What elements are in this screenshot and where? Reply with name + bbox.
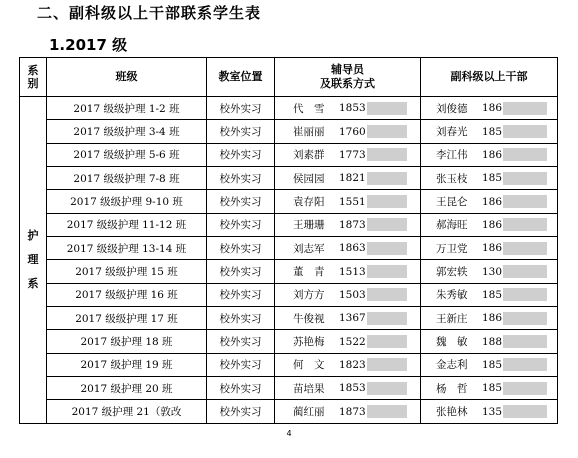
counselor-phone: 1367: [339, 312, 366, 325]
redaction-block: [503, 335, 547, 348]
table-row: [20, 190, 558, 213]
counselor-phone: 1853: [339, 382, 366, 395]
leader-name: 李江伟: [436, 149, 468, 162]
leader-name: 张艳林: [436, 406, 468, 419]
counselor-contact: [275, 124, 420, 139]
leader-cell: [421, 260, 558, 283]
counselor-cell: [275, 120, 421, 143]
leader-cell: [421, 120, 558, 143]
leader-cell: [421, 400, 558, 424]
leader-contact: [421, 381, 557, 396]
header-dept: 系别: [20, 58, 47, 97]
counselor-cell: [275, 167, 421, 190]
class-name-cell: 2017 级级护理 7-8 班: [47, 167, 207, 190]
leader-name: 郝海旺: [436, 219, 468, 232]
class-name-cell: 2017 级护理 18 班: [47, 330, 207, 353]
header-class: 班级: [47, 58, 207, 97]
leader-cell: [421, 283, 558, 306]
counselor-name: 刘志军: [293, 242, 325, 255]
classroom-cell: 校外实习: [207, 237, 275, 260]
counselor-phone: 1853: [339, 102, 366, 115]
redaction-block: [367, 335, 407, 348]
classroom-cell: 校外实习: [207, 377, 275, 400]
leader-contact: [421, 287, 557, 302]
leader-phone: 185: [482, 382, 503, 395]
counselor-contact: [275, 241, 420, 256]
leader-name: 魏 敏: [436, 336, 468, 349]
classroom-cell: 校外实习: [207, 143, 275, 166]
classroom-cell: 校外实习: [207, 307, 275, 330]
class-name-cell: 2017 级级护理 11-12 班: [47, 213, 207, 236]
redaction-block: [503, 148, 547, 161]
counselor-contact: [275, 194, 420, 209]
counselor-cell: [275, 143, 421, 166]
leader-cell: [421, 330, 558, 353]
class-name-cell: 2017 级护理 19 班: [47, 353, 207, 376]
redaction-block: [367, 265, 407, 278]
counselor-cell: [275, 260, 421, 283]
leader-phone: 188: [482, 335, 503, 348]
header-counselor: [275, 58, 421, 97]
page-number: 4: [286, 429, 292, 438]
counselor-phone: 1823: [339, 358, 366, 371]
counselor-name: 蔺红丽: [293, 406, 325, 419]
counselor-phone: 1821: [339, 172, 366, 185]
leader-contact: [421, 101, 557, 116]
table-row: [20, 167, 558, 190]
redaction-block: [367, 172, 407, 185]
leader-contact: [421, 194, 557, 209]
class-name-cell: 2017 级级护理 9-10 班: [47, 190, 207, 213]
counselor-cell: [275, 353, 421, 376]
redaction-block: [367, 382, 407, 395]
leader-contact: [421, 404, 557, 419]
counselor-name: 崔丽丽: [293, 126, 325, 139]
class-name-cell: 2017 级级护理 16 班: [47, 283, 207, 306]
class-name-cell: 2017 级级护理 15 班: [47, 260, 207, 283]
classroom-cell: 校外实习: [207, 190, 275, 213]
counselor-contact: [275, 334, 420, 349]
leader-phone: 186: [482, 195, 503, 208]
class-name-cell: 2017 级级护理 1-2 班: [47, 97, 207, 120]
leader-name: 郭宏轶: [436, 266, 468, 279]
table-row: [20, 97, 558, 120]
leader-name: 王昆仑: [436, 196, 468, 209]
leader-phone: 186: [482, 242, 503, 255]
redaction-block: [503, 288, 547, 301]
counselor-contact: [275, 381, 420, 396]
classroom-cell: 校外实习: [207, 97, 275, 120]
counselor-phone: 1551: [339, 195, 366, 208]
leader-contact: [421, 241, 557, 256]
counselor-cell: [275, 213, 421, 236]
counselor-name: 牛俊视: [293, 312, 325, 325]
redaction-block: [367, 125, 407, 138]
leader-contact: [421, 264, 557, 279]
redaction-block: [367, 358, 407, 371]
counselor-contact: [275, 287, 420, 302]
counselor-name: 刘素群: [293, 149, 325, 162]
redaction-block: [367, 312, 407, 325]
table-row: [20, 143, 558, 166]
leader-cell: [421, 97, 558, 120]
counselor-phone: 1760: [339, 125, 366, 138]
header-classroom: 教室位置: [207, 58, 275, 97]
table-row: [20, 283, 558, 306]
table-body: [20, 97, 558, 424]
counselor-cell: [275, 237, 421, 260]
classroom-cell: 校外实习: [207, 167, 275, 190]
redaction-block: [367, 242, 407, 255]
counselor-cell: [275, 283, 421, 306]
counselor-contact: [275, 264, 420, 279]
redaction-block: [503, 358, 547, 371]
classroom-cell: 校外实习: [207, 260, 275, 283]
counselor-contact: [275, 171, 420, 186]
redaction-block: [367, 195, 407, 208]
leader-name: 万卫党: [436, 242, 468, 255]
redaction-block: [503, 195, 547, 208]
class-name-cell: 2017 级护理 20 班: [47, 377, 207, 400]
counselor-phone: 1873: [339, 218, 366, 231]
redaction-block: [503, 172, 547, 185]
counselor-cell: [275, 330, 421, 353]
leader-cell: [421, 143, 558, 166]
table-row: [20, 213, 558, 236]
table-row: [20, 120, 558, 143]
leader-cell: [421, 213, 558, 236]
redaction-block: [367, 102, 407, 115]
counselor-contact: [275, 404, 420, 419]
leader-contact: [421, 147, 557, 162]
section-title: 二、副科级以上干部联系学生表: [37, 4, 262, 22]
counselor-phone: 1863: [339, 242, 366, 255]
counselor-name: 苏艳梅: [293, 336, 325, 349]
counselor-phone: 1873: [339, 405, 366, 418]
sub-title: 1.2017 级: [49, 36, 128, 54]
contact-table: [19, 57, 558, 424]
table-row: [20, 377, 558, 400]
leader-phone: 186: [482, 148, 503, 161]
leader-name: 张玉枝: [436, 172, 468, 185]
redaction-block: [503, 242, 547, 255]
class-name-cell: 2017 级级护理 5-6 班: [47, 143, 207, 166]
counselor-name: 苗培果: [293, 382, 325, 395]
class-name-cell: 2017 级级护理 13-14 班: [47, 237, 207, 260]
leader-name: 杨 哲: [436, 382, 468, 395]
table-row: [20, 400, 558, 424]
counselor-name: 代 雪: [293, 102, 325, 115]
department-cell: [20, 97, 47, 424]
counselor-name: 何 文: [293, 359, 325, 372]
department-char: 系: [27, 277, 39, 290]
redaction-block: [503, 218, 547, 231]
table-row: [20, 307, 558, 330]
leader-cell: [421, 353, 558, 376]
counselor-name: 侯园园: [293, 172, 325, 185]
counselor-cell: [275, 190, 421, 213]
redaction-block: [367, 288, 407, 301]
classroom-cell: 校外实习: [207, 213, 275, 236]
leader-phone: 185: [482, 288, 503, 301]
redaction-block: [367, 405, 407, 418]
classroom-cell: 校外实习: [207, 283, 275, 306]
department-char: 理: [27, 253, 39, 266]
leader-phone: 185: [482, 125, 503, 138]
counselor-cell: [275, 400, 421, 424]
leader-phone: 185: [482, 172, 503, 185]
counselor-phone: 1503: [339, 288, 366, 301]
header-leader: 副科级以上干部: [421, 58, 558, 97]
leader-contact: [421, 357, 557, 372]
counselor-contact: [275, 357, 420, 372]
counselor-phone: 1522: [339, 335, 366, 348]
leader-phone: 135: [482, 405, 503, 418]
leader-cell: [421, 377, 558, 400]
leader-phone: 185: [482, 358, 503, 371]
redaction-block: [503, 265, 547, 278]
leader-phone: 186: [482, 102, 503, 115]
leader-name: 金志利: [436, 359, 468, 372]
counselor-contact: [275, 101, 420, 116]
class-name-cell: 2017 级级护理 17 班: [47, 307, 207, 330]
redaction-block: [503, 405, 547, 418]
counselor-phone: 1513: [339, 265, 366, 278]
table-row: [20, 237, 558, 260]
leader-cell: [421, 307, 558, 330]
leader-contact: [421, 311, 557, 326]
classroom-cell: 校外实习: [207, 353, 275, 376]
counselor-name: 刘方方: [293, 289, 325, 302]
leader-name: 刘俊德: [436, 102, 468, 115]
leader-cell: [421, 167, 558, 190]
leader-name: 王新庄: [436, 312, 468, 325]
counselor-contact: [275, 311, 420, 326]
leader-name: 刘春光: [436, 126, 468, 139]
classroom-cell: 校外实习: [207, 120, 275, 143]
redaction-block: [503, 312, 547, 325]
table-header-row: [20, 58, 558, 97]
counselor-cell: [275, 377, 421, 400]
counselor-name: 袁存阳: [293, 196, 325, 209]
department-char: 护: [27, 229, 39, 242]
classroom-cell: 校外实习: [207, 400, 275, 424]
counselor-phone: 1773: [339, 148, 366, 161]
counselor-contact: [275, 147, 420, 162]
table-row: [20, 330, 558, 353]
leader-phone: 130: [482, 265, 503, 278]
leader-cell: [421, 190, 558, 213]
classroom-cell: 校外实习: [207, 330, 275, 353]
leader-phone: 186: [482, 312, 503, 325]
header-counselor-line2: 及联系方式: [320, 77, 375, 90]
leader-contact: [421, 171, 557, 186]
counselor-name: 董 青: [293, 266, 325, 279]
table-row: [20, 260, 558, 283]
leader-name: 朱秀敏: [436, 289, 468, 302]
table-row: [20, 353, 558, 376]
leader-cell: [421, 237, 558, 260]
leader-phone: 186: [482, 218, 503, 231]
redaction-block: [367, 218, 407, 231]
redaction-block: [503, 102, 547, 115]
redaction-block: [367, 148, 407, 161]
leader-contact: [421, 334, 557, 349]
leader-contact: [421, 124, 557, 139]
counselor-cell: [275, 307, 421, 330]
redaction-block: [503, 382, 547, 395]
redaction-block: [503, 125, 547, 138]
counselor-cell: [275, 97, 421, 120]
class-name-cell: 2017 级级护理 3-4 班: [47, 120, 207, 143]
class-name-cell: 2017 级护理 21（敦改: [47, 400, 207, 424]
counselor-contact: [275, 217, 420, 232]
header-counselor-line1: 辅导员: [331, 63, 364, 76]
leader-contact: [421, 217, 557, 232]
counselor-name: 王珊珊: [293, 219, 325, 232]
